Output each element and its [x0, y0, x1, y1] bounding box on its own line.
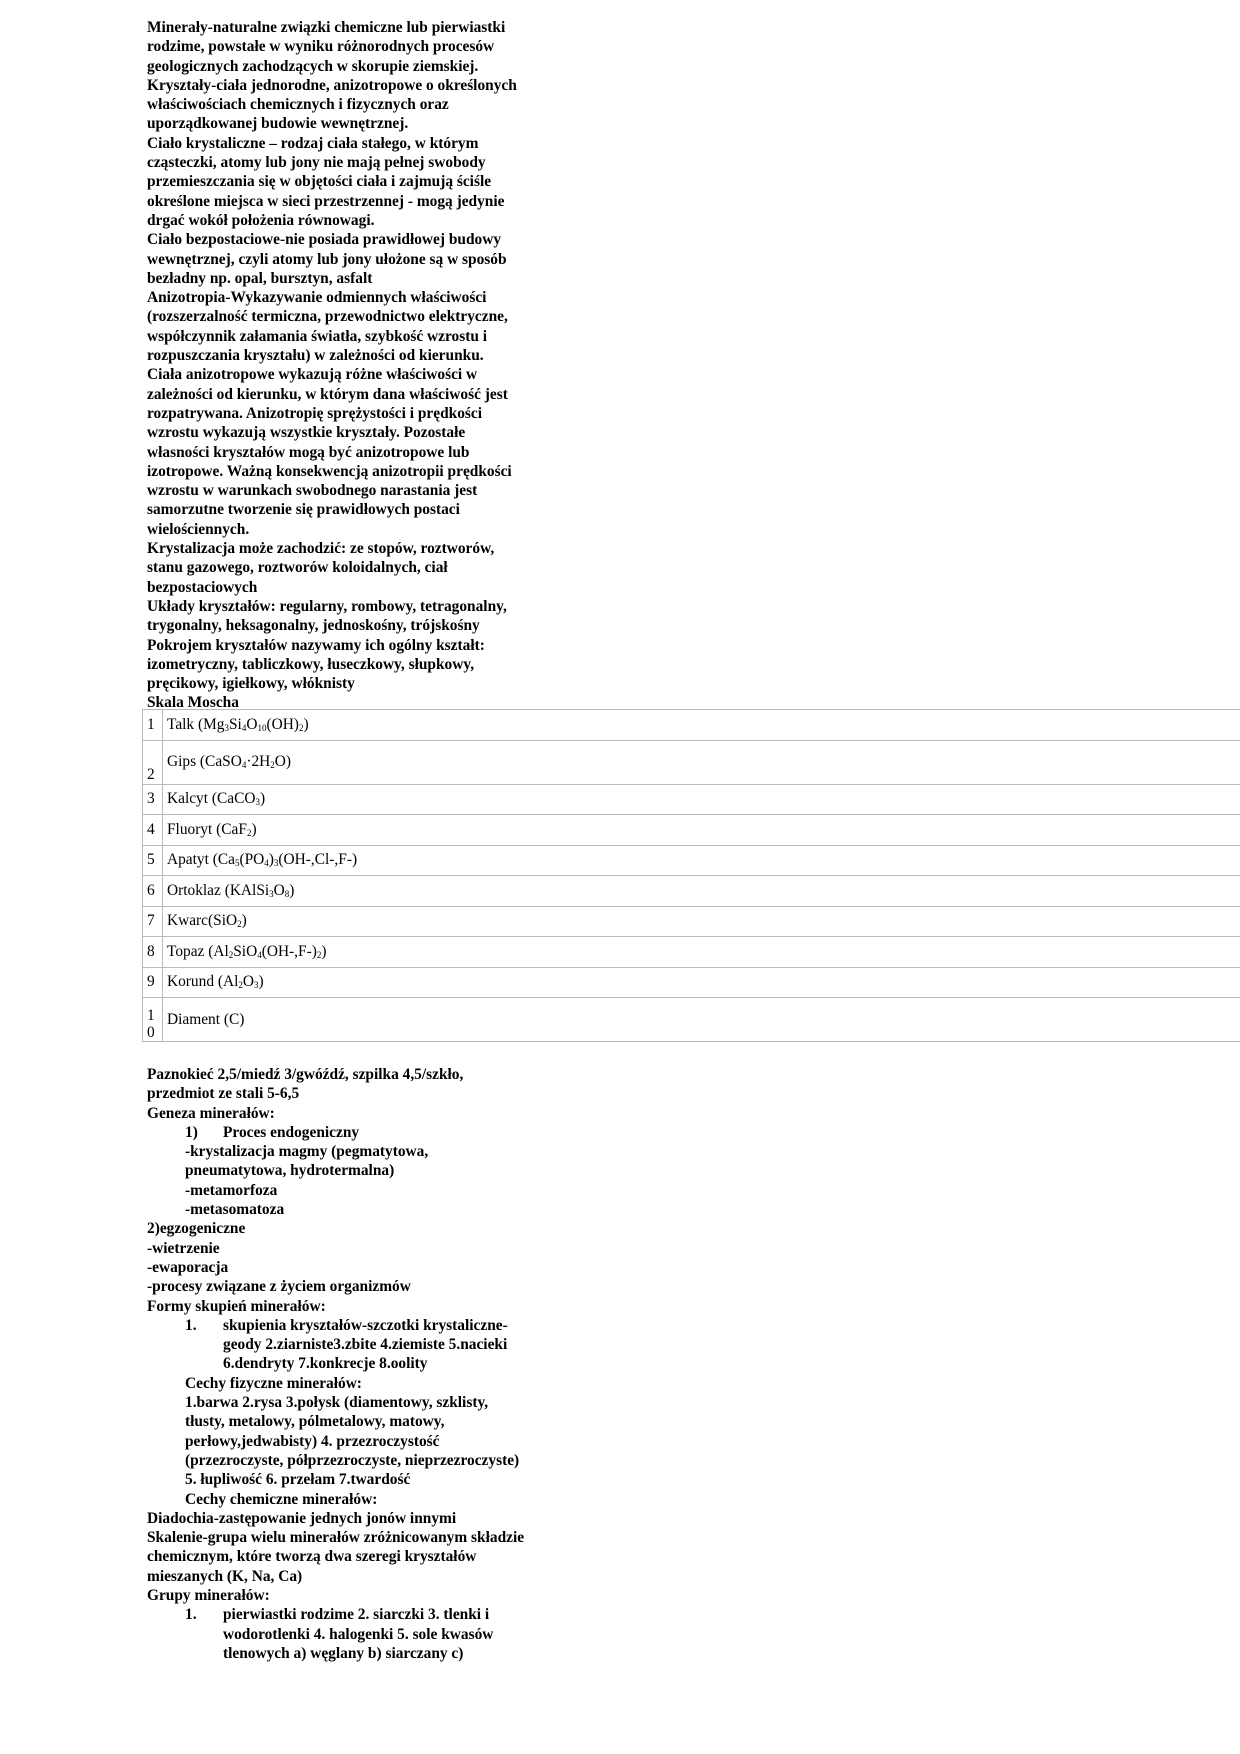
definition-text: ciała jednorodne, anizotropowe o określonych właściwościach chemicznych i fizycznych oraz uporządkowanej budowie wewnętrznej. — [147, 76, 517, 133]
definition-paragraph — [147, 539, 527, 597]
mineral-cell: Gips $(CaSO_4\cdot 2H_2O)$ — [163, 740, 1240, 784]
mineral-cell: Diament (C) — [163, 998, 1240, 1042]
list-item: -metamorfoza — [185, 1181, 278, 1199]
genesis-endogenic — [147, 1123, 527, 1142]
table-row — [143, 845, 1240, 876]
mineral-cell: Topaz $(Al_2SiO_4(OH-,F-)_2)$ — [163, 937, 1240, 968]
definition-text: grupa wielu minerałów zróżnicowanym składzie chemicznym, które tworzą dwa szeregi kryształów mieszanych (K, Na, Ca) — [147, 1529, 525, 1585]
definition-paragraph — [147, 18, 527, 76]
genesis-heading: Geneza minerałów: — [147, 1104, 275, 1122]
definition-text: zastępowanie jednych jonów innymi — [218, 1509, 457, 1527]
definition-paragraph — [147, 365, 527, 539]
definition-paragraph — [147, 1509, 527, 1528]
physical-list: 1.barwa 2.rysa 3.połysk (diamentowy, szklisty, tłusty, metalowy, pólmetalowy, matowy, perłowy,jedwabisty) 4. przezroczystość (przezroczyste, półprzezroczyste, nieprzezroczyste) 5. łupliwość 6. przełam 7.twardość — [185, 1394, 520, 1489]
list-number: 1. — [185, 1316, 197, 1334]
definition-text: Ciała anizotropowe wykazują różne właściwości w zależności od kierunku, w którym dana właściwość jest rozpatrywana. Anizotropię sprężystości i prędkości wzrostu wykazują wszystkie kryształy. Pozostałe własności kryształów mogą być anizotropowe lub izotropowe. Ważną konsekwencją anizotropii prędkości wzrostu w warunkach swobodnego narastania jest samorzutne tworzenie się prawidłowych postaci wielościennych. — [147, 366, 512, 538]
definition-paragraph — [147, 134, 527, 230]
definition-term: Ciało krystaliczne — [147, 134, 266, 152]
table-row — [143, 876, 1240, 907]
table-row — [143, 784, 1240, 815]
physical-heading: Cechy fizyczne minerałów: — [185, 1374, 362, 1392]
definition-text: Wykazywanie odmiennych właściwości (rozszerzalność termiczna, przewodnictwo elektryczne, współczynnik załamania światła, szybkość wzrostu i rozpuszczania kryształu) w zależności od kierunku. — [147, 289, 508, 365]
list-item: -metasomatoza — [185, 1201, 285, 1219]
intro-definitions — [147, 18, 527, 693]
list-item: -krystalizacja magmy (pegmatytowa, pneumatytowa, hydrotermalna) — [185, 1143, 429, 1180]
chemical-heading: Cechy chemiczne minerałów: — [185, 1490, 378, 1508]
definition-term: Anizotropia- — [147, 289, 231, 307]
hardness-cell: 9 — [143, 967, 163, 998]
hardness-cell: 4 — [143, 815, 163, 846]
definition-text: ze stopów, roztworów, stanu gazowego, roztworów koloidalnych, ciał bezpostaciowych — [147, 540, 495, 596]
list-number: 1. — [185, 1606, 197, 1624]
definition-paragraph — [147, 230, 527, 288]
groups-heading: Grupy minerałów: — [147, 1587, 270, 1605]
hardness-cell: 5 — [143, 845, 163, 876]
forms-list-item — [147, 1316, 527, 1374]
definition-term: Minerały- — [147, 19, 213, 36]
hardness-cell: 8 — [143, 937, 163, 968]
text-column — [147, 18, 527, 713]
groups-list-item — [147, 1605, 527, 1663]
list-item: -procesy związane z życiem organizmów — [147, 1278, 411, 1296]
definition-term: Ciało bezpostaciowe- — [147, 231, 286, 249]
hardness-cell: 6 — [143, 876, 163, 907]
hardness-cell: 7 — [143, 906, 163, 937]
definition-term: Układy kryształów — [147, 597, 271, 615]
mineral-cell: Kalcyt (CaCO$_3$) — [163, 784, 1240, 815]
hardness-cell: 1 0 — [143, 998, 163, 1042]
definition-term: Kryształy- — [147, 76, 217, 94]
definition-paragraph — [147, 636, 527, 694]
hardness-cell: 1 — [143, 710, 163, 741]
list-item: -ewaporacja — [147, 1258, 229, 1276]
list-item: -wietrzenie — [147, 1239, 220, 1257]
mineral-cell: Talk $(Mg_3Si_4O_{10}(OH)_2)$ — [163, 710, 1240, 741]
tools-hardness-line: Paznokieć 2,5/miedź 3/gwóźdź, szpilka 4,5/szkło, przedmiot ze stali 5-6,5 — [147, 1066, 464, 1103]
mineral-cell: Fluoryt (CaF$_2$) — [163, 815, 1240, 846]
definition-text: – rodzaj ciała stałego, w którym cząsteczki, atomy lub jony nie mają pełnej swobody przemieszczania się w objętości ciała i zajmują ściśle określone miejsca w sieci przestrzennej - mogą jedynie drgać wokół położenia równowagi. — [147, 134, 505, 229]
forms-heading: Formy skupień minerałów: — [147, 1297, 326, 1315]
table-row — [143, 998, 1240, 1042]
table-row — [143, 815, 1240, 846]
definition-paragraph — [147, 288, 527, 365]
list-item: 2)egzogeniczne — [147, 1220, 246, 1238]
definition-term: Krystalizacja może zachodzić: — [147, 540, 347, 558]
definition-text: nazywamy ich ogólny kształt: izometryczny, tabliczkowy, łuseczkowy, słupkowy, pręcikowy, igiełkowy, włóknisty — [147, 636, 485, 693]
hardness-cell: 3 — [143, 784, 163, 815]
mohs-scale-table — [142, 709, 1240, 1042]
mohs-heading: Skala Moscha — [147, 694, 239, 712]
list-item: pierwiastki rodzime 2. siarczki 3. tlenki i wodorotlenki 4. halogenki 5. sole kwasów tlenowych a) węglany b) siarczany c) — [223, 1606, 494, 1662]
definition-paragraph — [147, 76, 527, 134]
mineral-cell: Apatyt ($Ca_5(PO_4)_3(OH-,Cl-,F-)$ — [163, 845, 1240, 876]
definition-paragraph — [147, 597, 527, 636]
mineral-cell: Kwarc(SiO$_2$) — [163, 906, 1240, 937]
definition-term: Diadochia- — [147, 1509, 219, 1527]
mineral-cell: Korund $(Al_2O_3)$ — [163, 967, 1240, 998]
definition-text: naturalne związki chemiczne lub pierwiastki rodzime, powstałe w wyniku różnorodnych procesów geologicznych zachodzących w skorupie ziemskiej. — [147, 19, 506, 75]
definition-term: Skalenie- — [147, 1529, 208, 1547]
table-row — [143, 740, 1240, 784]
chemical-definitions — [147, 1509, 527, 1586]
list-item: Proces endogeniczny — [223, 1123, 360, 1141]
definition-text: nie posiada prawidłowej budowy wewnętrznej, czyli atomy lub jony ułożone są w sposób bezładny np. opal, bursztyn, asfalt — [147, 231, 507, 287]
definition-paragraph — [147, 1528, 527, 1586]
table-row — [143, 710, 1240, 741]
list-item: skupienia kryształów-szczotki krystaliczne-geody 2.ziarniste3.zbite 4.ziemiste 5.nacieki 6.dendryty 7.konkrecje 8.oolity — [223, 1316, 508, 1373]
mineral-cell: Ortoklaz $(KAlSi_3O_8)$ — [163, 876, 1240, 907]
list-number: 1) — [185, 1123, 198, 1141]
definition-term: Pokrojem kryształów — [147, 636, 288, 654]
text-column-lower — [147, 1065, 527, 1663]
hardness-cell: 2 — [143, 740, 163, 784]
table-row — [143, 937, 1240, 968]
definition-text: : regularny, rombowy, tetragonalny, trygonalny, heksagonalny, jednoskośny, trójskośny — [147, 597, 507, 635]
table-row — [143, 967, 1240, 998]
table-row — [143, 906, 1240, 937]
